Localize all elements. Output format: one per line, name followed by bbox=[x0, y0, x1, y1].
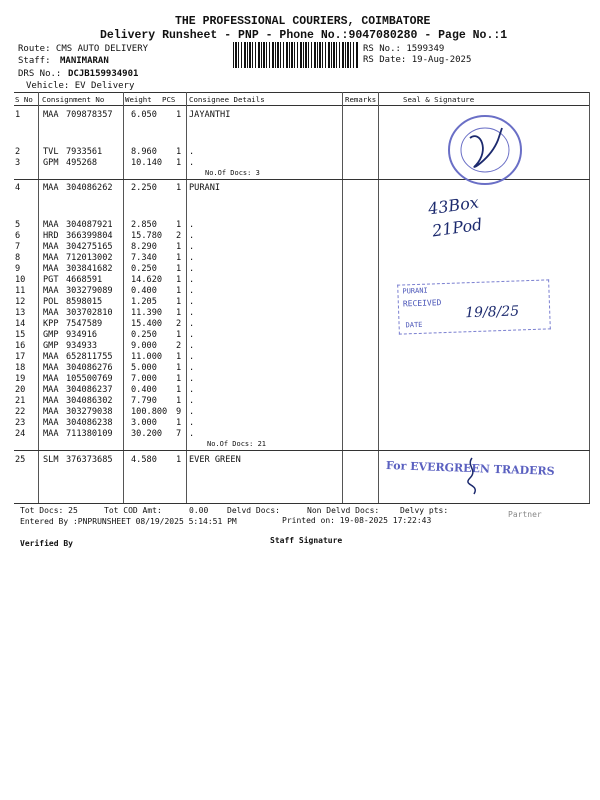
row-pcs: 2 bbox=[176, 341, 182, 351]
stamp-text-date: DATE bbox=[405, 320, 423, 330]
staff-name: MANIMARAN bbox=[60, 56, 109, 66]
row-sno: 18 bbox=[15, 363, 26, 373]
row-prefix: MAA bbox=[43, 308, 59, 318]
table-row bbox=[0, 352, 600, 362]
col-pcs: PCS bbox=[162, 95, 176, 104]
row-weight: 100.800 bbox=[131, 407, 168, 417]
row-consignee: . bbox=[189, 429, 195, 439]
row-consignee: . bbox=[189, 253, 195, 263]
row-pcs: 1 bbox=[176, 396, 182, 406]
printed-on: Printed on: 19-08-2025 17:22:43 bbox=[282, 516, 432, 525]
drs-label: DRS No.: bbox=[18, 69, 62, 79]
row-consignment: 8598015 bbox=[66, 297, 103, 307]
row-consignment: 366399804 bbox=[66, 231, 113, 241]
row-sno: 10 bbox=[15, 275, 26, 285]
row-prefix: MAA bbox=[43, 396, 59, 406]
row-prefix: MAA bbox=[43, 264, 59, 274]
row-weight: 0.250 bbox=[131, 330, 157, 340]
row-consignment: 304086302 bbox=[66, 396, 113, 406]
route-text: Route: CMS AUTO DELIVERY bbox=[18, 44, 149, 54]
row-consignee: . bbox=[189, 418, 195, 428]
table-row bbox=[0, 330, 600, 340]
row-consignment: 304086237 bbox=[66, 385, 113, 395]
row-prefix: MAA bbox=[43, 407, 59, 417]
table-row bbox=[0, 429, 600, 439]
row-prefix: MAA bbox=[43, 418, 59, 428]
row-sno: 12 bbox=[15, 297, 26, 307]
row-weight: 7.340 bbox=[131, 253, 157, 263]
row-sno: 1 bbox=[15, 110, 21, 120]
row-sno: 14 bbox=[15, 319, 26, 329]
tot-cod-label: Tot COD Amt: bbox=[104, 506, 162, 515]
row-consignment: 304087921 bbox=[66, 220, 113, 230]
row-sno: 7 bbox=[15, 242, 21, 252]
tot-docs: Tot Docs: 25 bbox=[20, 506, 78, 515]
row-consignee: JAYANTHI bbox=[189, 110, 231, 120]
row-prefix: MAA bbox=[43, 352, 59, 362]
rs-number: RS No.: 1599349 bbox=[363, 44, 445, 54]
row-pcs: 1 bbox=[176, 147, 182, 157]
runsheet-subtitle: Delivery Runsheet - PNP - Phone No.:9047080280 - Page No.:1 bbox=[100, 29, 508, 42]
row-pcs: 1 bbox=[176, 183, 182, 193]
row-sno: 22 bbox=[15, 407, 26, 417]
vehicle-text: Vehicle: EV Delivery bbox=[26, 81, 135, 91]
row-sno: 23 bbox=[15, 418, 26, 428]
row-sno: 15 bbox=[15, 330, 26, 340]
table-row bbox=[0, 231, 600, 241]
row-pcs: 1 bbox=[176, 308, 182, 318]
row-pcs: 1 bbox=[176, 158, 182, 168]
row-prefix: PGT bbox=[43, 275, 59, 285]
table-row bbox=[0, 385, 600, 395]
col-consignee: Consignee Details bbox=[189, 95, 265, 104]
row-sno: 5 bbox=[15, 220, 21, 230]
delvy-pts: Delvy pts: bbox=[400, 506, 449, 515]
row-consignee: . bbox=[189, 264, 195, 274]
partner-label: Partner bbox=[508, 510, 542, 519]
group-docs-count: No.Of Docs: 3 bbox=[205, 169, 260, 177]
row-weight: 2.850 bbox=[131, 220, 157, 230]
row-consignee: . bbox=[189, 319, 195, 329]
row-consignment: 712013002 bbox=[66, 253, 113, 263]
row-weight: 8.290 bbox=[131, 242, 157, 252]
group-docs-count: No.Of Docs: 21 bbox=[207, 440, 267, 448]
barcode-image bbox=[233, 42, 358, 68]
row-consignment: 4668591 bbox=[66, 275, 103, 285]
row-consignment: 304086238 bbox=[66, 418, 113, 428]
row-consignment: 934933 bbox=[66, 341, 98, 351]
row-pcs: 1 bbox=[176, 110, 182, 120]
row-prefix: MAA bbox=[43, 242, 59, 252]
row-prefix: POL bbox=[43, 297, 59, 307]
row-prefix: MAA bbox=[43, 374, 59, 384]
row-pcs: 1 bbox=[176, 264, 182, 274]
row-consignment: 303279089 bbox=[66, 286, 113, 296]
row-prefix: MAA bbox=[43, 429, 59, 439]
table-row bbox=[0, 407, 600, 417]
row-consignee: EVER GREEN bbox=[189, 455, 241, 465]
col-weight: Weight bbox=[125, 95, 152, 104]
non-delvd-docs: Non Delvd Docs: bbox=[307, 506, 380, 515]
row-weight: 10.140 bbox=[131, 158, 163, 168]
row-consignee: . bbox=[189, 363, 195, 373]
row-consignee: . bbox=[189, 297, 195, 307]
row-prefix: TVL bbox=[43, 147, 59, 157]
row-prefix: MAA bbox=[43, 183, 59, 193]
row-sno: 21 bbox=[15, 396, 26, 406]
row-weight: 0.250 bbox=[131, 264, 157, 274]
stamp-text-purani: PURANI bbox=[402, 286, 428, 296]
row-sno: 17 bbox=[15, 352, 26, 362]
row-prefix: MAA bbox=[43, 220, 59, 230]
row-consignment: 7547589 bbox=[66, 319, 103, 329]
row-consignee: . bbox=[189, 374, 195, 384]
round-seal-stamp bbox=[440, 110, 530, 190]
row-prefix: MAA bbox=[43, 110, 59, 120]
table-row bbox=[0, 341, 600, 351]
row-prefix: MAA bbox=[43, 363, 59, 373]
header-top-rule bbox=[14, 92, 590, 93]
row-weight: 30.200 bbox=[131, 429, 163, 439]
evergreen-stamp: For EVERGREEN TRADERS bbox=[385, 459, 555, 478]
col-seal: Seal & Signature bbox=[403, 95, 475, 104]
row-consignment: 304275165 bbox=[66, 242, 113, 252]
row-pcs: 1 bbox=[176, 253, 182, 263]
row-consignee: . bbox=[189, 407, 195, 417]
row-consignee: . bbox=[189, 341, 195, 351]
col-consignment: Consignment No bbox=[42, 95, 105, 104]
row-prefix: MAA bbox=[43, 286, 59, 296]
row-consignment: 304086276 bbox=[66, 363, 113, 373]
row-prefix: KPP bbox=[43, 319, 59, 329]
tot-cod-amount: 0.00 bbox=[189, 506, 209, 515]
group-divider bbox=[14, 450, 590, 451]
row-consignee: . bbox=[189, 286, 195, 296]
handwritten-date: 19/8/25 bbox=[464, 303, 520, 322]
row-weight: 14.620 bbox=[131, 275, 163, 285]
row-weight: 5.000 bbox=[131, 363, 157, 373]
header-bottom-rule bbox=[14, 105, 590, 106]
row-consignment: 105500769 bbox=[66, 374, 113, 384]
table-bottom-rule bbox=[14, 503, 590, 504]
col-sno: S No bbox=[15, 95, 33, 104]
row-pcs: 1 bbox=[176, 242, 182, 252]
row-consignee: . bbox=[189, 308, 195, 318]
row-pcs: 1 bbox=[176, 363, 182, 373]
row-consignment: 711380109 bbox=[66, 429, 113, 439]
row-pcs: 1 bbox=[176, 374, 182, 384]
col-remarks: Remarks bbox=[345, 95, 377, 104]
table-row bbox=[0, 242, 600, 252]
row-prefix: GMP bbox=[43, 330, 59, 340]
drs-number: DCJB159934901 bbox=[68, 69, 139, 79]
row-weight: 0.400 bbox=[131, 286, 157, 296]
row-prefix: GPM bbox=[43, 158, 59, 168]
row-sno: 24 bbox=[15, 429, 26, 439]
row-consignee: . bbox=[189, 242, 195, 252]
row-weight: 15.780 bbox=[131, 231, 163, 241]
row-sno: 20 bbox=[15, 385, 26, 395]
row-consignment: 303702810 bbox=[66, 308, 113, 318]
row-weight: 1.205 bbox=[131, 297, 157, 307]
row-weight: 9.000 bbox=[131, 341, 157, 351]
row-pcs: 2 bbox=[176, 319, 182, 329]
row-sno: 16 bbox=[15, 341, 26, 351]
row-weight: 4.580 bbox=[131, 455, 157, 465]
row-sno: 9 bbox=[15, 264, 21, 274]
row-consignment: 304086262 bbox=[66, 183, 113, 193]
row-pcs: 1 bbox=[176, 330, 182, 340]
row-consignment: 709878357 bbox=[66, 110, 113, 120]
row-weight: 0.400 bbox=[131, 385, 157, 395]
row-consignee: . bbox=[189, 352, 195, 362]
row-pcs: 1 bbox=[176, 297, 182, 307]
row-weight: 11.000 bbox=[131, 352, 163, 362]
rs-date: RS Date: 19-Aug-2025 bbox=[363, 55, 472, 65]
row-pcs: 1 bbox=[176, 418, 182, 428]
row-weight: 3.000 bbox=[131, 418, 157, 428]
row-prefix: MAA bbox=[43, 385, 59, 395]
row-consignee: . bbox=[189, 396, 195, 406]
handwritten-pod-count: 21Pod bbox=[430, 214, 484, 241]
row-sno: 11 bbox=[15, 286, 26, 296]
row-pcs: 1 bbox=[176, 352, 182, 362]
row-consignee: . bbox=[189, 158, 195, 168]
row-pcs: 1 bbox=[176, 275, 182, 285]
row-sno: 8 bbox=[15, 253, 21, 263]
row-consignment: 495268 bbox=[66, 158, 98, 168]
row-consignee: . bbox=[189, 147, 195, 157]
row-consignee: . bbox=[189, 220, 195, 230]
row-consignee: PURANI bbox=[189, 183, 221, 193]
row-sno: 4 bbox=[15, 183, 21, 193]
row-pcs: 7 bbox=[176, 429, 182, 439]
staff-signature: Staff Signature bbox=[270, 536, 343, 545]
table-row bbox=[0, 264, 600, 274]
row-weight: 8.960 bbox=[131, 147, 157, 157]
table-row bbox=[0, 253, 600, 263]
table-header bbox=[0, 95, 600, 105]
handwritten-box-count: 43Box bbox=[426, 192, 480, 219]
row-pcs: 1 bbox=[176, 385, 182, 395]
row-consignment: 303279038 bbox=[66, 407, 113, 417]
row-consignment: 303841682 bbox=[66, 264, 113, 274]
row-consignee: . bbox=[189, 231, 195, 241]
received-stamp bbox=[397, 279, 551, 334]
row-prefix: HRD bbox=[43, 231, 59, 241]
row-prefix: MAA bbox=[43, 253, 59, 263]
row-pcs: 9 bbox=[176, 407, 182, 417]
row-sno: 3 bbox=[15, 158, 21, 168]
row-pcs: 2 bbox=[176, 231, 182, 241]
company-title: THE PROFESSIONAL COURIERS, COIMBATORE bbox=[175, 15, 431, 28]
verified-by: Verified By bbox=[20, 539, 73, 548]
row-pcs: 1 bbox=[176, 220, 182, 230]
staff-label: Staff: bbox=[18, 56, 51, 66]
row-weight: 2.250 bbox=[131, 183, 157, 193]
row-pcs: 1 bbox=[176, 455, 182, 465]
row-sno: 19 bbox=[15, 374, 26, 384]
table-row bbox=[0, 396, 600, 406]
row-consignment: 7933561 bbox=[66, 147, 103, 157]
row-sno: 6 bbox=[15, 231, 21, 241]
row-consignment: 934916 bbox=[66, 330, 98, 340]
table-row bbox=[0, 374, 600, 384]
row-weight: 15.400 bbox=[131, 319, 163, 329]
row-prefix: SLM bbox=[43, 455, 59, 465]
delvd-docs: Delvd Docs: bbox=[227, 506, 280, 515]
entered-by: Entered By :PNPRUNSHEET 08/19/2025 5:14:51 PM bbox=[20, 517, 237, 526]
table-row bbox=[0, 363, 600, 373]
row-weight: 7.000 bbox=[131, 374, 157, 384]
stamp-text-received: RECEIVED bbox=[402, 298, 442, 309]
row-weight: 6.050 bbox=[131, 110, 157, 120]
row-consignment: 652811755 bbox=[66, 352, 113, 362]
row-sno: 25 bbox=[15, 455, 26, 465]
row-consignee: . bbox=[189, 385, 195, 395]
row-consignment: 376373685 bbox=[66, 455, 113, 465]
row-weight: 11.390 bbox=[131, 308, 163, 318]
row-sno: 13 bbox=[15, 308, 26, 318]
row-consignee: . bbox=[189, 275, 195, 285]
row-prefix: GMP bbox=[43, 341, 59, 351]
table-row bbox=[0, 220, 600, 230]
row-pcs: 1 bbox=[176, 286, 182, 296]
row-sno: 2 bbox=[15, 147, 21, 157]
row-consignee: . bbox=[189, 330, 195, 340]
table-row bbox=[0, 418, 600, 428]
signature-scribble bbox=[452, 456, 492, 496]
row-weight: 7.790 bbox=[131, 396, 157, 406]
